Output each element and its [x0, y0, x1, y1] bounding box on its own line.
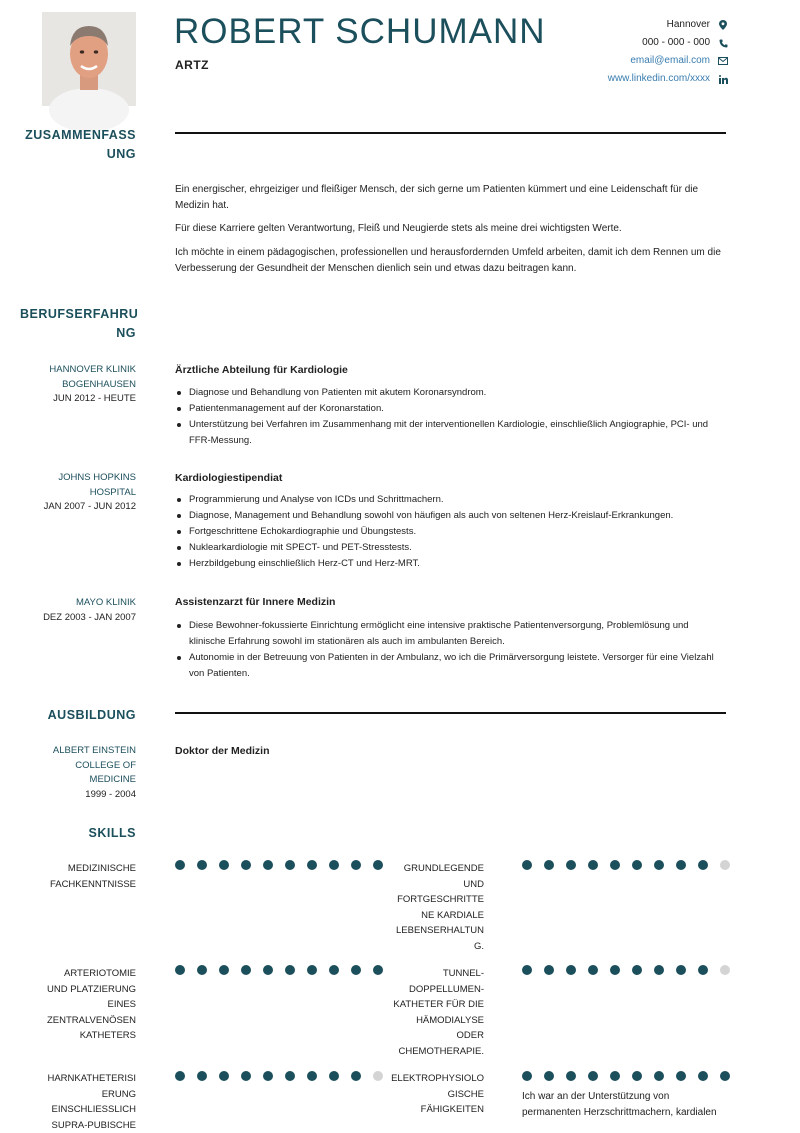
- rating-dot-filled: [197, 965, 207, 975]
- rating-dot-filled: [329, 1071, 339, 1081]
- rating-dot-filled: [329, 860, 339, 870]
- job-bullet: Fortgeschrittene Echokardiographie und Übungstests.: [175, 524, 725, 540]
- rating-dot-filled: [329, 965, 339, 975]
- skill-label-line: MEDIZINISCHE: [20, 861, 136, 877]
- contact-phone-row: [608, 34, 728, 52]
- skill-description: [522, 1089, 732, 1121]
- rating-dot-filled: [197, 1071, 207, 1081]
- rating-dot-filled: [698, 1071, 708, 1081]
- profile-photo: [42, 12, 136, 106]
- skill-rating: [522, 965, 730, 975]
- rating-dot-filled: [632, 860, 642, 870]
- rating-dot-filled: [610, 860, 620, 870]
- skill-rating: [522, 1071, 730, 1081]
- skill-label-line: FACHKENNTNISSE: [20, 877, 136, 893]
- rating-dot-filled: [307, 965, 317, 975]
- skill-label: [374, 966, 484, 1059]
- education-dates: 1999 - 2004: [36, 788, 136, 803]
- skill-label-line: DOPPELLUMEN-: [374, 982, 484, 998]
- skill-label-line: ODER: [374, 1028, 484, 1044]
- education-degree: Doktor der Medizin: [175, 745, 270, 757]
- skill-label-line: FÄHIGKEITEN: [374, 1102, 484, 1118]
- contact-linkedin-link[interactable]: www.linkedin.com/xxxx: [608, 70, 710, 88]
- summary-heading-line2: UNG: [20, 145, 136, 164]
- job-org: MAYO KLINIK: [36, 596, 136, 611]
- job-dates: JUN 2012 - HEUTE: [36, 392, 136, 407]
- summary-paragraph-1: Ein energischer, ehrgeiziger und fleißiger Mensch, der sich gerne um Patienten kümmert und eine Leidenschaft für die Medizin hat.: [175, 182, 725, 214]
- contact-city: Hannover: [667, 16, 710, 34]
- job-org: BOGENHAUSEN: [36, 378, 136, 393]
- summary-paragraph-3: Ich möchte in einem pädagogischen, professionellen und herausfordernden Umfeld arbeiten, damit ich dem Rennen um die Verbesserung der Gesundheit der Menschen dienlich sein und etwas dazu beitragen kann.: [175, 245, 725, 277]
- skill-label-line: UND: [374, 877, 484, 893]
- rating-dot-filled: [522, 1071, 532, 1081]
- contact-linkedin-row[interactable]: [608, 70, 728, 88]
- skill-label-line: GISCHE: [374, 1087, 484, 1103]
- skill-label: [20, 966, 136, 1044]
- job-bullet: Herzbildgebung einschließlich Herz-CT und Herz-MRT.: [175, 556, 725, 572]
- skill-description-line: Ich war an der Unterstützung von: [522, 1089, 732, 1105]
- education-meta: [36, 744, 136, 802]
- skill-label: [374, 861, 484, 954]
- experience-heading-line2: NG: [20, 324, 136, 343]
- rating-dot-filled: [219, 1071, 229, 1081]
- rating-dot-filled: [566, 1071, 576, 1081]
- job-bullet: Diese Bewohner-fokussierte Einrichtung ermöglicht eine intensive praktische Patientenversorgung, Problemlösung und klinische Erfahrung sowohl im stationären als auch im ambulanten Bereich.: [175, 618, 725, 650]
- job-bullet: Autonomie in der Betreuung von Patienten in der Ambulanz, wo ich die Primärversorgung leistete. Versorger für eine Vielzahl von Patienten.: [175, 650, 725, 682]
- contact-email-row[interactable]: [608, 52, 728, 70]
- job-title: Kardiologiestipendiat: [175, 472, 282, 484]
- skill-label-line: TUNNEL-: [374, 966, 484, 982]
- skill-description-line: permanenten Herzschrittmachern, kardialen: [522, 1105, 732, 1121]
- contact-city-row: [608, 16, 728, 34]
- job-meta: [36, 471, 136, 515]
- skill-label: [374, 1071, 484, 1118]
- skill-rating: [175, 860, 383, 870]
- education-org: ALBERT EINSTEIN: [36, 744, 136, 759]
- rating-dot-empty: [720, 860, 730, 870]
- rating-dot-filled: [197, 860, 207, 870]
- rating-dot-filled: [698, 965, 708, 975]
- skill-label-line: ZENTRALVENÖSEN: [20, 1013, 136, 1029]
- education-divider: [175, 712, 726, 714]
- education-org: COLLEGE OF: [36, 759, 136, 774]
- map-pin-icon: [718, 20, 728, 30]
- phone-icon: [718, 38, 728, 48]
- rating-dot-filled: [654, 965, 664, 975]
- rating-dot-filled: [263, 860, 273, 870]
- rating-dot-filled: [285, 860, 295, 870]
- job-bullets: [175, 492, 725, 572]
- contact-email-link[interactable]: email@email.com: [630, 52, 710, 70]
- job-meta: [36, 363, 136, 407]
- job-bullet: Diagnose, Management und Behandlung sowohl von häufigen als auch von seltenen Herz-Kreislauf-Erkrankungen.: [175, 508, 725, 524]
- person-name: ROBERT SCHUMANN: [174, 12, 546, 52]
- skill-label-line: ERUNG: [20, 1087, 136, 1103]
- job-org: HANNOVER KLINIK: [36, 363, 136, 378]
- skill-label-line: G.: [374, 939, 484, 955]
- experience-heading-line1: BERUFSERFAHRU: [20, 305, 136, 324]
- rating-dot-filled: [263, 965, 273, 975]
- skills-heading: SKILLS: [20, 824, 136, 843]
- rating-dot-filled: [632, 965, 642, 975]
- rating-dot-filled: [351, 1071, 361, 1081]
- skill-rating: [522, 860, 730, 870]
- rating-dot-filled: [522, 965, 532, 975]
- rating-dot-filled: [610, 1071, 620, 1081]
- skill-label-line: EINSCHLIESSLICH: [20, 1102, 136, 1118]
- job-org: JOHNS HOPKINS: [36, 471, 136, 486]
- rating-dot-filled: [566, 860, 576, 870]
- rating-dot-filled: [241, 1071, 251, 1081]
- rating-dot-filled: [522, 860, 532, 870]
- rating-dot-filled: [698, 860, 708, 870]
- rating-dot-empty: [720, 965, 730, 975]
- rating-dot-filled: [544, 860, 554, 870]
- job-bullets: [175, 618, 725, 682]
- rating-dot-filled: [175, 860, 185, 870]
- job-dates: JAN 2007 - JUN 2012: [36, 500, 136, 515]
- job-title-header: ARTZ: [175, 58, 209, 72]
- skill-label-line: HARNKATHETERISI: [20, 1071, 136, 1087]
- job-bullet: Unterstützung bei Verfahren im Zusammenhang mit der interventionellen Kardiologie, einschließlich Angiographie, PCI- und FFR-Messung.: [175, 417, 725, 449]
- rating-dot-filled: [632, 1071, 642, 1081]
- skill-label-line: UND PLATZIERUNG: [20, 982, 136, 998]
- experience-heading: [20, 305, 136, 343]
- skill-label-line: HÄMODIALYSE: [374, 1013, 484, 1029]
- skill-label: [20, 1071, 136, 1133]
- job-org: HOSPITAL: [36, 486, 136, 501]
- summary-heading-line1: ZUSAMMENFASS: [20, 126, 136, 145]
- job-dates: DEZ 2003 - JAN 2007: [36, 611, 136, 626]
- rating-dot-filled: [285, 1071, 295, 1081]
- job-meta: [36, 596, 136, 625]
- education-org: MEDICINE: [36, 773, 136, 788]
- summary-paragraph-2: Für diese Karriere gelten Verantwortung, Fleiß und Neugierde stets als meine drei wichtigsten Werte.: [175, 221, 725, 237]
- skill-label-line: ELEKTROPHYSIOLO: [374, 1071, 484, 1087]
- rating-dot-filled: [241, 860, 251, 870]
- rating-dot-filled: [676, 860, 686, 870]
- job-bullet: Diagnose und Behandlung von Patienten mit akutem Koronarsyndrom.: [175, 385, 725, 401]
- rating-dot-filled: [588, 1071, 598, 1081]
- skill-rating: [175, 1071, 383, 1081]
- skill-label-line: KATHETER FÜR DIE: [374, 997, 484, 1013]
- job-title: Ärztliche Abteilung für Kardiologie: [175, 364, 348, 376]
- rating-dot-filled: [241, 965, 251, 975]
- rating-dot-filled: [175, 965, 185, 975]
- rating-dot-filled: [544, 965, 554, 975]
- skill-label-line: FORTGESCHRITTE: [374, 892, 484, 908]
- job-title: Assistenzarzt für Innere Medizin: [175, 596, 335, 608]
- rating-dot-filled: [307, 860, 317, 870]
- skill-label: [20, 861, 136, 892]
- rating-dot-filled: [263, 1071, 273, 1081]
- contact-block: [608, 16, 728, 88]
- rating-dot-filled: [544, 1071, 554, 1081]
- linkedin-icon: [718, 74, 728, 84]
- rating-dot-filled: [351, 860, 361, 870]
- summary-heading: [20, 126, 136, 164]
- rating-dot-filled: [566, 965, 576, 975]
- skill-label-line: EINES: [20, 997, 136, 1013]
- rating-dot-filled: [654, 860, 664, 870]
- skill-label-line: LEBENSERHALTUN: [374, 923, 484, 939]
- rating-dot-filled: [219, 965, 229, 975]
- skill-label-line: SUPRA-PUBISCHE: [20, 1118, 136, 1133]
- skill-rating: [175, 965, 383, 975]
- rating-dot-filled: [175, 1071, 185, 1081]
- rating-dot-filled: [610, 965, 620, 975]
- rating-dot-filled: [307, 1071, 317, 1081]
- education-heading: AUSBILDUNG: [20, 706, 136, 725]
- rating-dot-filled: [351, 965, 361, 975]
- rating-dot-filled: [654, 1071, 664, 1081]
- job-bullets: [175, 385, 725, 449]
- envelope-icon: [718, 56, 728, 66]
- rating-dot-filled: [588, 860, 598, 870]
- rating-dot-filled: [676, 1071, 686, 1081]
- rating-dot-filled: [285, 965, 295, 975]
- skill-label-line: NE KARDIALE: [374, 908, 484, 924]
- skill-label-line: GRUNDLEGENDE: [374, 861, 484, 877]
- skill-label-line: CHEMOTHERAPIE.: [374, 1044, 484, 1060]
- rating-dot-filled: [676, 965, 686, 975]
- rating-dot-filled: [588, 965, 598, 975]
- contact-phone: 000 - 000 - 000: [642, 34, 710, 52]
- job-bullet: Patientenmanagement auf der Koronarstation.: [175, 401, 725, 417]
- rating-dot-filled: [219, 860, 229, 870]
- job-bullet: Programmierung und Analyse von ICDs und Schrittmachern.: [175, 492, 725, 508]
- rating-dot-filled: [720, 1071, 730, 1081]
- job-bullet: Nuklearkardiologie mit SPECT- und PET-Stresstests.: [175, 540, 725, 556]
- summary-divider: [175, 132, 726, 134]
- skill-label-line: KATHETERS: [20, 1028, 136, 1044]
- skill-label-line: ARTERIOTOMIE: [20, 966, 136, 982]
